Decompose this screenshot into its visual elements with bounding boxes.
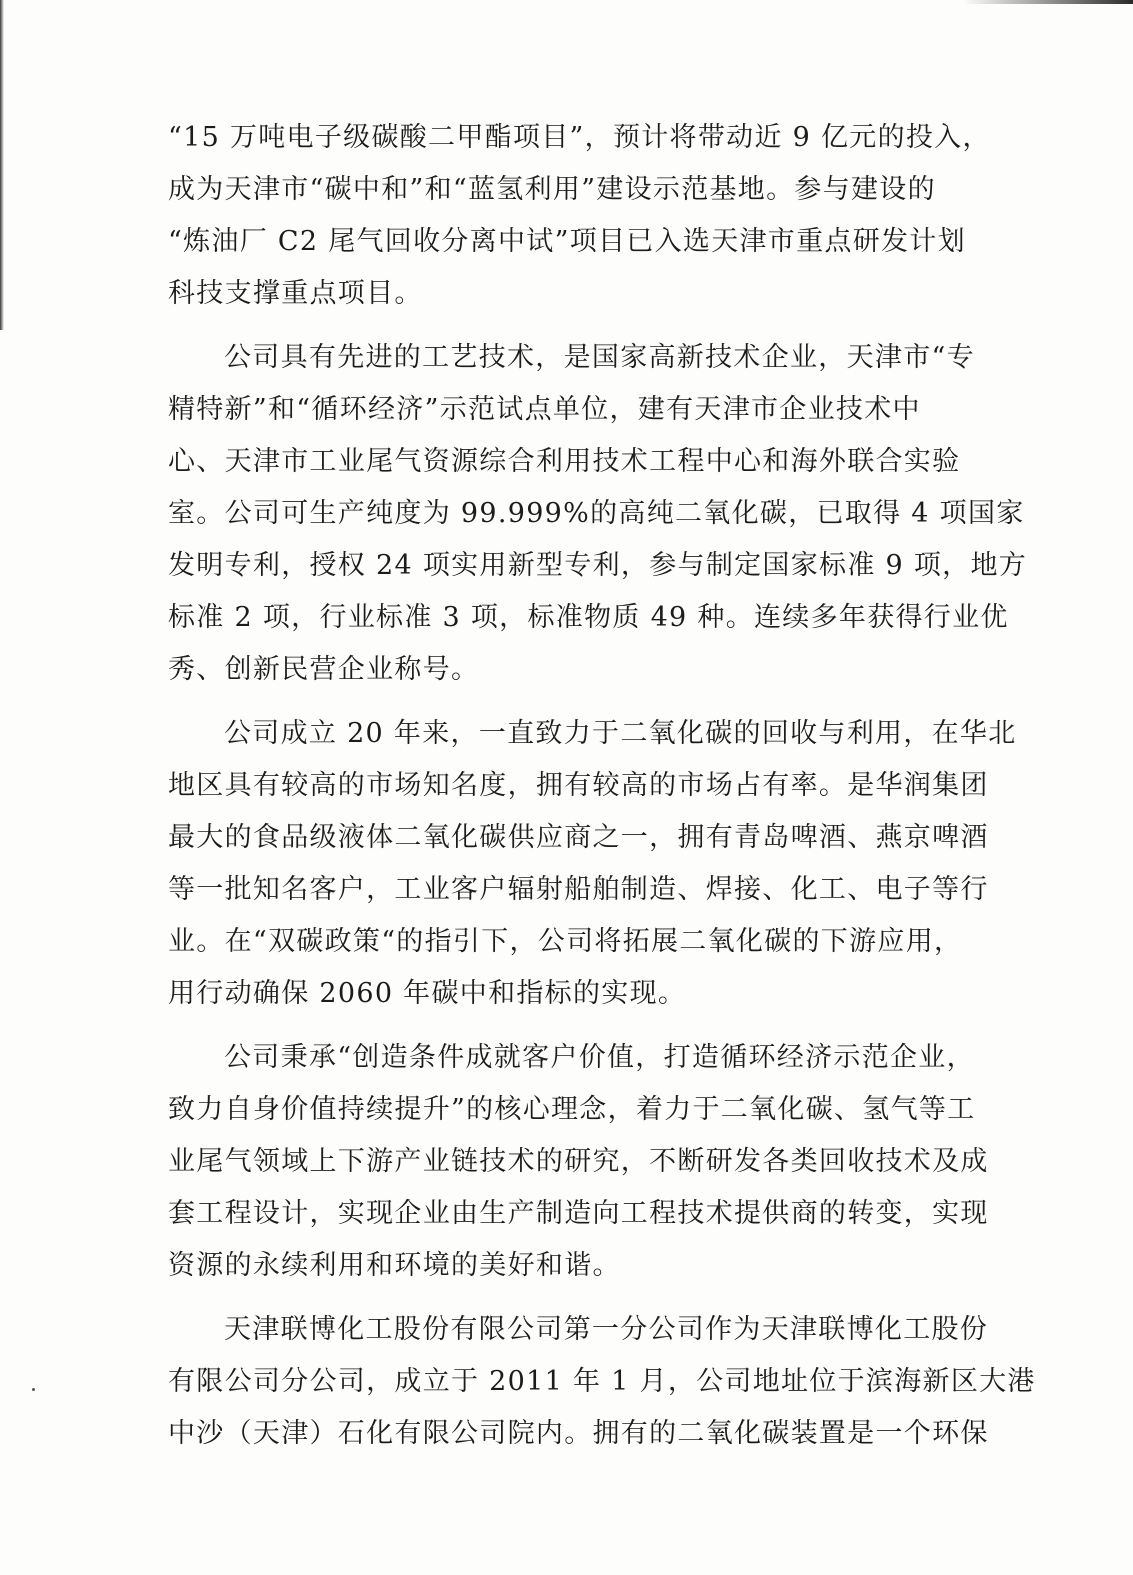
text-line: 最大的食品级液体二氧化碳供应商之一，拥有青岛啤酒、燕京啤酒 [168, 822, 989, 853]
paragraph-4 [168, 1032, 989, 1292]
text-line: 秀、创新民营企业称号。 [168, 654, 480, 685]
paragraph-5 [168, 1304, 1036, 1460]
document-body [168, 112, 1036, 1472]
scan-speck [32, 1388, 35, 1391]
text-line: 心、天津市工业尾气资源综合利用技术工程中心和海外联合实验 [168, 446, 961, 477]
text-line: 套工程设计，实现企业由生产制造向工程技术提供商的转变，实现 [168, 1198, 989, 1229]
text-line: 有限公司分公司，成立于 2011 年 1 月，公司地址位于滨海新区大港 [168, 1366, 1036, 1397]
paragraph-2 [168, 332, 1028, 696]
text-line: 天津联博化工股份有限公司第一分公司作为天津联博化工股份 [224, 1314, 989, 1345]
text-line: “15 万吨电子级碳酸二甲酯项目”，预计将带动近 9 亿元的投入， [168, 122, 991, 153]
text-line: 公司具有先进的工艺技术，是国家高新技术企业，天津市“专 [224, 342, 975, 373]
text-line: 业。在“双碳政策“的指引下，公司将拓展二氧化碳的下游应用， [168, 926, 963, 957]
text-line: 业尾气领域上下游产业链技术的研究，不断研发各类回收技术及成 [168, 1146, 989, 1177]
scan-edge-shadow [0, 0, 4, 330]
text-line: 科技支撑重点项目。 [168, 278, 423, 309]
text-line: 地区具有较高的市场知名度，拥有较高的市场占有率。是华润集团 [168, 770, 989, 801]
scan-corner-shadow [963, 0, 1133, 4]
text-line: 室。公司可生产纯度为 99.999%的高纯二氧化碳，已取得 4 项国家 [168, 498, 1025, 529]
text-line: 中沙（天津）石化有限公司院内。拥有的二氧化碳装置是一个环保 [168, 1418, 989, 1449]
paragraph-3 [168, 708, 1017, 1020]
text-line: 用行动确保 2060 年碳中和指标的实现。 [168, 978, 687, 1009]
text-line: 致力自身价值持续提升”的核心理念，着力于二氧化碳、氢气等工 [168, 1094, 976, 1125]
text-line: 成为天津市“碳中和”和“蓝氢利用”建设示范基地。参与建设的 [168, 174, 936, 205]
text-line: 公司秉承“创造条件成就客户价值，打造循环经济示范企业， [224, 1042, 975, 1073]
text-line: 公司成立 20 年来，一直致力于二氧化碳的回收与利用，在华北 [224, 718, 1017, 749]
text-line: 资源的永续利用和环境的美好和谐。 [168, 1250, 621, 1281]
text-line: “炼油厂 C2 尾气回收分离中试”项目已入选天津市重点研发计划 [168, 226, 966, 257]
paragraph-1 [168, 112, 991, 320]
text-line: 发明专利，授权 24 项实用新型专利，参与制定国家标准 9 项，地方 [168, 550, 1028, 581]
text-line: 标准 2 项，行业标准 3 项，标准物质 49 种。连续多年获得行业优 [168, 602, 1009, 633]
text-line: 精特新”和“循环经济”示范试点单位，建有天津市企业技术中 [168, 394, 921, 425]
text-line: 等一批知名客户，工业客户辐射船舶制造、焊接、化工、电子等行 [168, 874, 989, 905]
